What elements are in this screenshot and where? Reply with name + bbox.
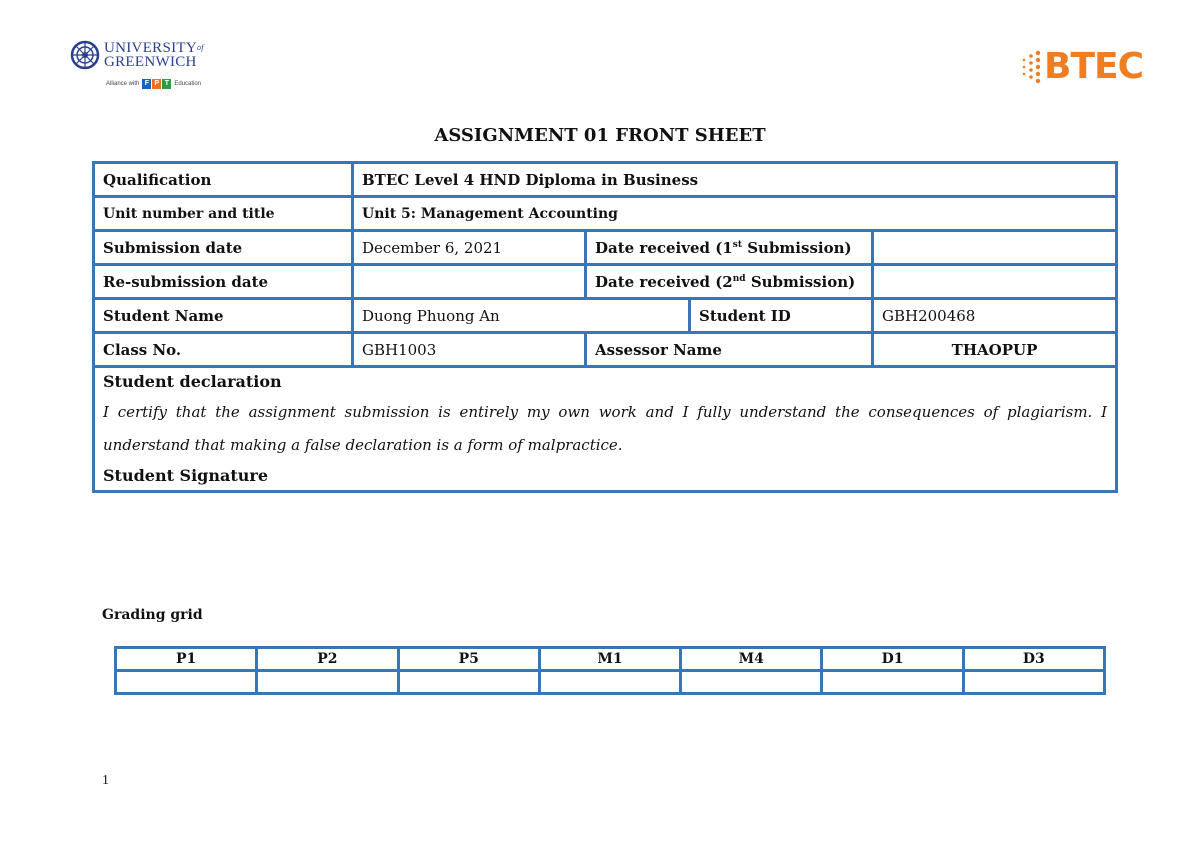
date-received-2-label: Date received (2nd Submission) (586, 265, 873, 299)
criterion-cell: D3 (963, 648, 1104, 671)
btec-logo (1018, 46, 1148, 88)
declaration-cell (94, 367, 1117, 492)
grade-cell (539, 671, 680, 694)
grading-grid-label: Grading grid (102, 607, 203, 623)
class-value: GBH1003 (353, 333, 586, 367)
grade-cell (963, 671, 1104, 694)
btec-dots-icon (1018, 46, 1044, 88)
signature-label: Student Signature (103, 466, 268, 485)
student-name-value: Duong Phuong An (353, 299, 690, 333)
submission-date-label: Submission date (94, 231, 353, 265)
grading-values-row (116, 671, 1105, 694)
submission-row (94, 231, 1117, 265)
btec-wordmark: BTEC (1044, 46, 1144, 87)
submission-date-value: December 6, 2021 (353, 231, 586, 265)
alliance-line: Alliance with F P T Education (106, 80, 202, 87)
assessor-value: THAOPUP (873, 333, 1117, 367)
date-received-1-label: Date received (1st Submission) (586, 231, 873, 265)
criterion-cell: P2 (257, 648, 398, 671)
criterion-cell: M1 (539, 648, 680, 671)
student-name-label: Student Name (94, 299, 353, 333)
qualification-label: Qualification (94, 163, 353, 197)
grade-cell (822, 671, 963, 694)
page-title: ASSIGNMENT 01 FRONT SHEET (434, 125, 766, 146)
declaration-row (94, 367, 1117, 492)
criterion-cell: P1 (116, 648, 257, 671)
grading-criteria-row (116, 648, 1105, 671)
date-received-2-value (873, 265, 1117, 299)
criterion-cell: M4 (681, 648, 822, 671)
fpt-logo: F P T (142, 79, 171, 89)
criterion-cell: D1 (822, 648, 963, 671)
grade-cell (257, 671, 398, 694)
university-name: $UNIVERSITY^{of}$ GREENWICH (104, 40, 204, 70)
resubmission-row (94, 265, 1117, 299)
resubmission-date-label: Re-submission date (94, 265, 353, 299)
grade-cell (116, 671, 257, 694)
student-id-label: Student ID (690, 299, 873, 333)
date-received-1-value (873, 231, 1117, 265)
qualification-row (94, 163, 1117, 197)
qualification-value: BTEC Level 4 HND Diploma in Business (353, 163, 1117, 197)
unit-value: Unit 5: Management Accounting (353, 197, 1117, 231)
university-of-greenwich-logo (70, 38, 220, 94)
declaration-heading: Student declaration (103, 372, 282, 391)
page-number: 1 (102, 773, 109, 788)
student-id-value: GBH200468 (873, 299, 1117, 333)
declaration-text: I certify that the assignment submission is entirely my own work and I fully understand the consequences of plagiarism. I understand that making a false declaration is a form of malpractice. (103, 403, 1108, 454)
class-row (94, 333, 1117, 367)
front-sheet-table (92, 161, 1118, 493)
student-row (94, 299, 1117, 333)
criterion-cell: P5 (398, 648, 539, 671)
class-label: Class No. (94, 333, 353, 367)
resubmission-date-value (353, 265, 586, 299)
unit-row (94, 197, 1117, 231)
grade-cell (681, 671, 822, 694)
university-seal-icon (70, 40, 100, 70)
grade-cell (398, 671, 539, 694)
unit-label: Unit number and title (94, 197, 353, 231)
assessor-label: Assessor Name (586, 333, 873, 367)
grading-grid-table (114, 646, 1106, 695)
